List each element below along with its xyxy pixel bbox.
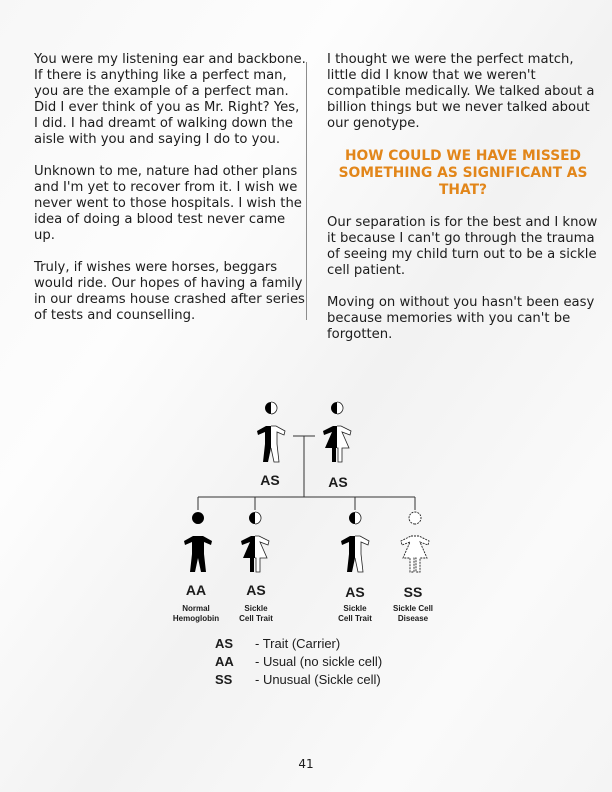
- genotype-inheritance-diagram: [150, 400, 470, 690]
- paragraph: Unknown to me, nature had other plans and I'm yet to recover from it. I wish we never went to those hospitals. I wish the idea of doing a blood test never came up.: [34, 164, 302, 243]
- child-caption: Sickle Cell Trait: [338, 604, 372, 623]
- parent-female-figure: [323, 402, 351, 462]
- legend-row: [215, 654, 382, 669]
- right-column: [327, 52, 599, 359]
- child-genotype-label: AS: [345, 584, 365, 600]
- paragraph: Truly, if wishes were horses, beggars would ride. Our hopes of having a family in our dreams house crashed after series of tests and counselling.: [34, 260, 305, 323]
- child-genotype-label: AS: [246, 582, 266, 598]
- left-column: [34, 52, 306, 340]
- legend-desc: - Usual (no sickle cell): [255, 654, 383, 669]
- child-caption: Normal Hemoglobin: [172, 604, 220, 623]
- column-divider: [306, 62, 307, 320]
- legend-row: [215, 636, 340, 651]
- child-caption: Sickle Cell Disease: [392, 604, 434, 623]
- child-caption: Sickle Cell Trait: [239, 604, 273, 623]
- legend-code: SS: [215, 672, 233, 687]
- child-genotype-label: AA: [185, 582, 207, 598]
- legend-row: [215, 672, 381, 687]
- parent-genotype-label: AS: [328, 474, 348, 490]
- legend-desc: - Unusual (Sickle cell): [255, 672, 381, 687]
- child-ss-figure: [401, 512, 429, 572]
- paragraph: I thought we were the perfect match, little did I know that we weren't compatible medically. We talked about a billion things but we never talked about our genotype.: [327, 52, 595, 131]
- pull-quote: HOW COULD WE HAVE MISSED SOMETHING AS SIGNIFICANT AS THAT?: [338, 148, 588, 198]
- legend-code: AA: [215, 654, 234, 669]
- legend-code: AS: [215, 636, 234, 651]
- paragraph: Our separation is for the best and I know it because I can't go through the trauma of seeing my child turn out to be a sickle cell patient.: [327, 215, 598, 278]
- child-aa-figure: [184, 512, 212, 572]
- page-number: 41: [298, 757, 314, 771]
- paragraph: You were my listening ear and backbone. If there is anything like a perfect man, you are the example of a perfect man. Did I ever think of you as Mr. Right? Yes, I did. I had dreamt of walking down the aisle with you and saying I do to you.: [34, 52, 306, 147]
- parent-male-figure: [257, 402, 285, 462]
- legend-desc: - Trait (Carrier): [255, 636, 341, 651]
- parent-genotype-label: AS: [260, 472, 280, 488]
- paragraph: Moving on without you hasn't been easy because memories with you can't be forgotten.: [327, 295, 595, 342]
- child-as-figure: [241, 512, 269, 572]
- child-as-figure: [341, 512, 369, 572]
- parent-connector: [198, 436, 415, 510]
- child-genotype-label: SS: [403, 584, 423, 600]
